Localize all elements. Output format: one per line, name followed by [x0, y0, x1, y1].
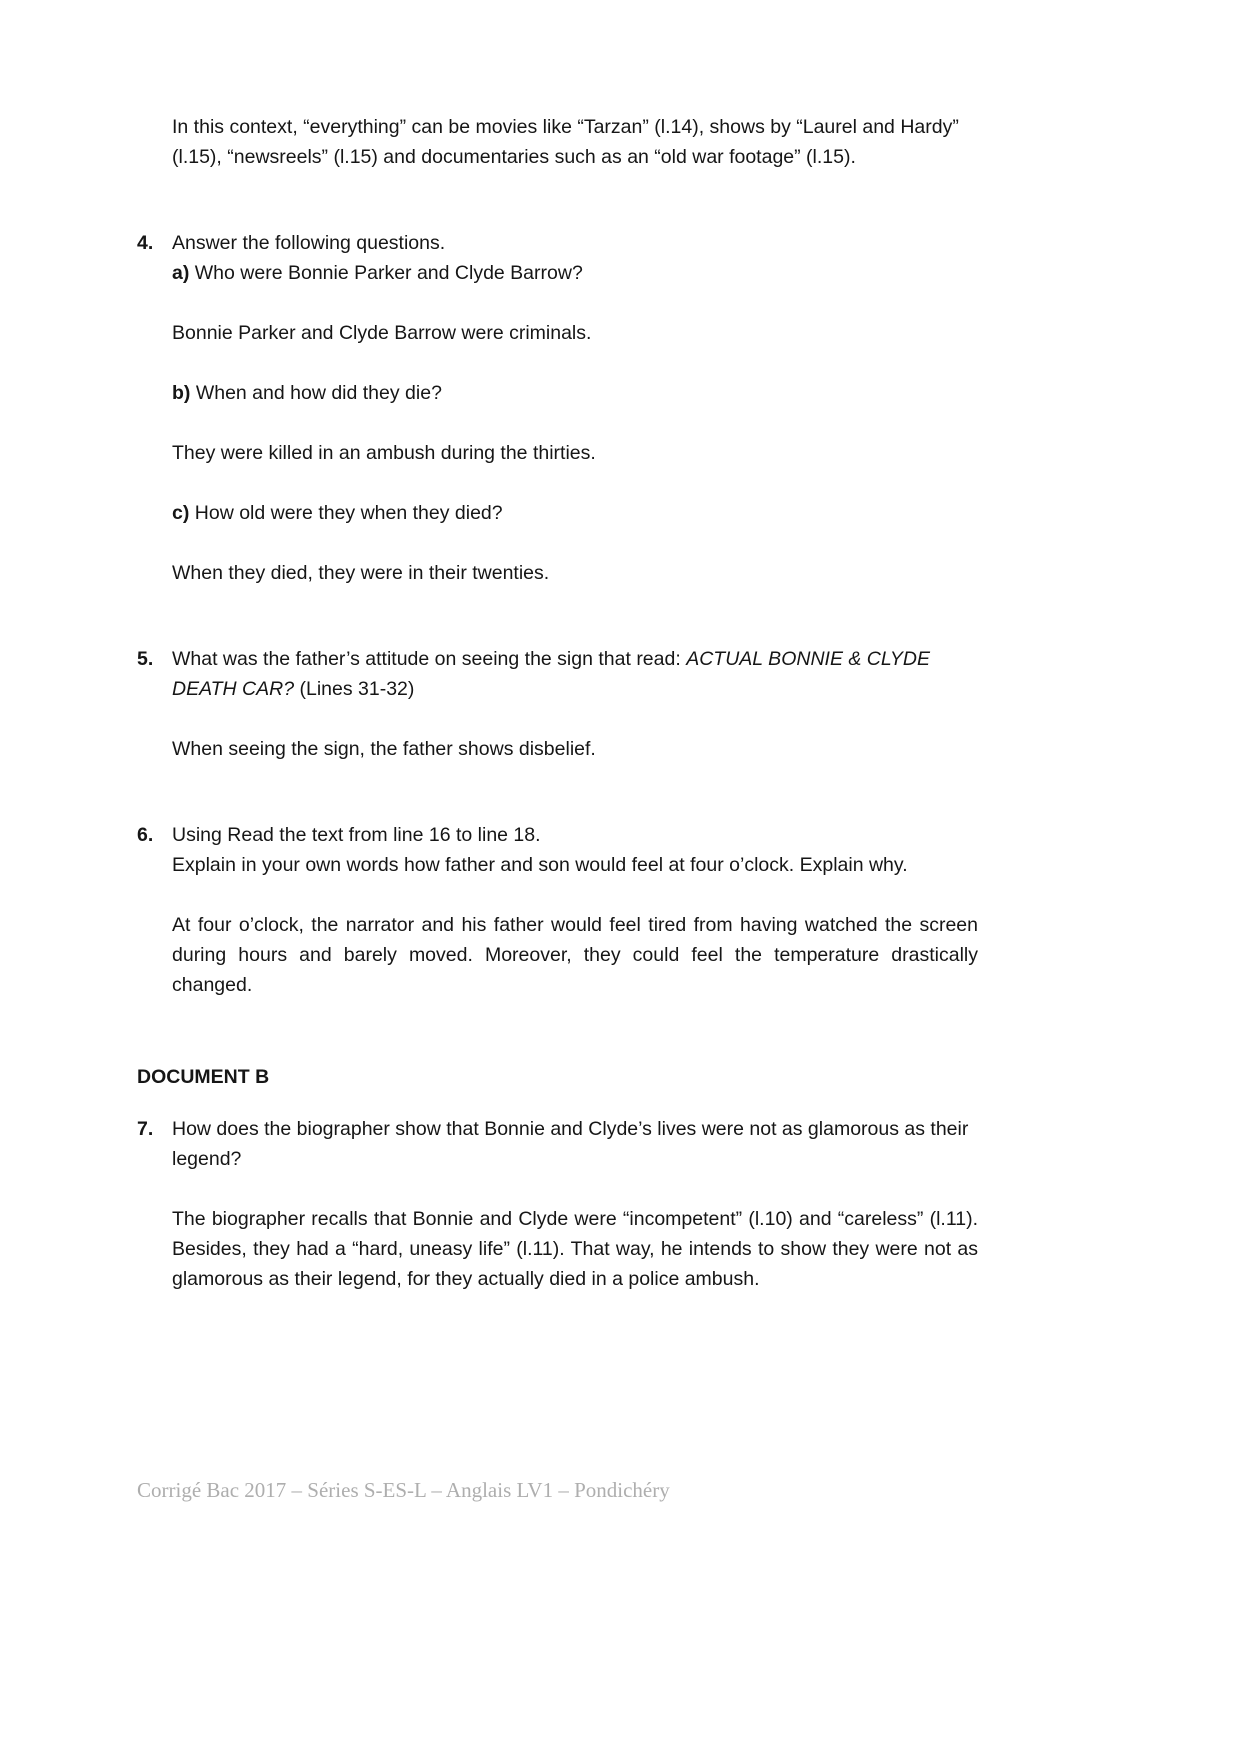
question-4b: [172, 378, 978, 408]
answer-6: At four o’clock, the narrator and his father would feel tired from having watched the screen during hours and barely moved. Moreover, they could feel the temperature drastically changed.: [172, 914, 978, 996]
question-7-prompt: How does the biographer show that Bonnie and Clyde’s lives were not as glamorous as their legend?: [172, 1118, 969, 1170]
question-4c: [172, 498, 978, 528]
answer-4c: When they died, they were in their twenties.: [172, 562, 550, 584]
answer-4a: Bonnie Parker and Clyde Barrow were criminals.: [172, 322, 592, 344]
question-4-number: 4.: [137, 232, 154, 254]
question-4-prompt: Answer the following questions.: [172, 232, 446, 254]
question-5: [137, 644, 978, 764]
document-b-heading: DOCUMENT B: [137, 1066, 270, 1088]
question-6-body: [172, 820, 978, 1000]
question-4a-text: Who were Bonnie Parker and Clyde Barrow?: [194, 262, 583, 284]
question-4b-label: b): [172, 382, 191, 404]
question-6-number: 6.: [137, 824, 154, 846]
question-4a: [172, 258, 978, 288]
question-5-number: 5.: [137, 648, 154, 670]
question-4a-label: a): [172, 262, 190, 284]
question-4-body: [172, 228, 978, 588]
question-5-prompt-start: What was the father’s attitude on seeing the sign that read:: [172, 648, 687, 670]
question-7: [137, 1114, 978, 1294]
question-5-body: [172, 644, 978, 764]
intro-paragraph: In this context, “everything” can be movies like “Tarzan” (l.14), shows by “Laurel and Hardy” (l.15), “newsreels” (l.15) and documentaries such as an “old war footage” (l.15).: [172, 116, 959, 168]
question-6: [137, 820, 978, 1000]
question-6-prompt-line2: Explain in your own words how father and son would feel at four o’clock. Explain why.: [172, 854, 908, 876]
question-5-prompt-end: (Lines 31-32): [294, 678, 415, 700]
question-5-sign-text: ACTUAL BONNIE & CLYDE DEATH CAR?: [172, 648, 931, 700]
question-7-body: [172, 1114, 978, 1294]
answer-7: The biographer recalls that Bonnie and Clyde were “incompetent” (l.10) and “careless” (l.11). Besides, they had a “hard, uneasy life” (l.11). That way, he intends to show they were not as glamorous as their legend, for they actually died in a police ambush.: [172, 1208, 978, 1290]
question-4: [137, 228, 978, 588]
question-5-prompt: [172, 644, 978, 704]
page-footer: Corrigé Bac 2017 – Séries S-ES-L – Anglais LV1 – Pondichéry: [137, 1478, 670, 1502]
question-6-prompt-line1: Using Read the text from line 16 to line 18.: [172, 824, 541, 846]
question-4b-text: When and how did they die?: [195, 382, 442, 404]
answer-5: When seeing the sign, the father shows disbelief.: [172, 738, 596, 760]
question-4c-label: c): [172, 502, 190, 524]
question-4c-text: How old were they when they died?: [194, 502, 503, 524]
answer-4b: They were killed in an ambush during the thirties.: [172, 442, 596, 464]
question-7-number: 7.: [137, 1118, 154, 1140]
